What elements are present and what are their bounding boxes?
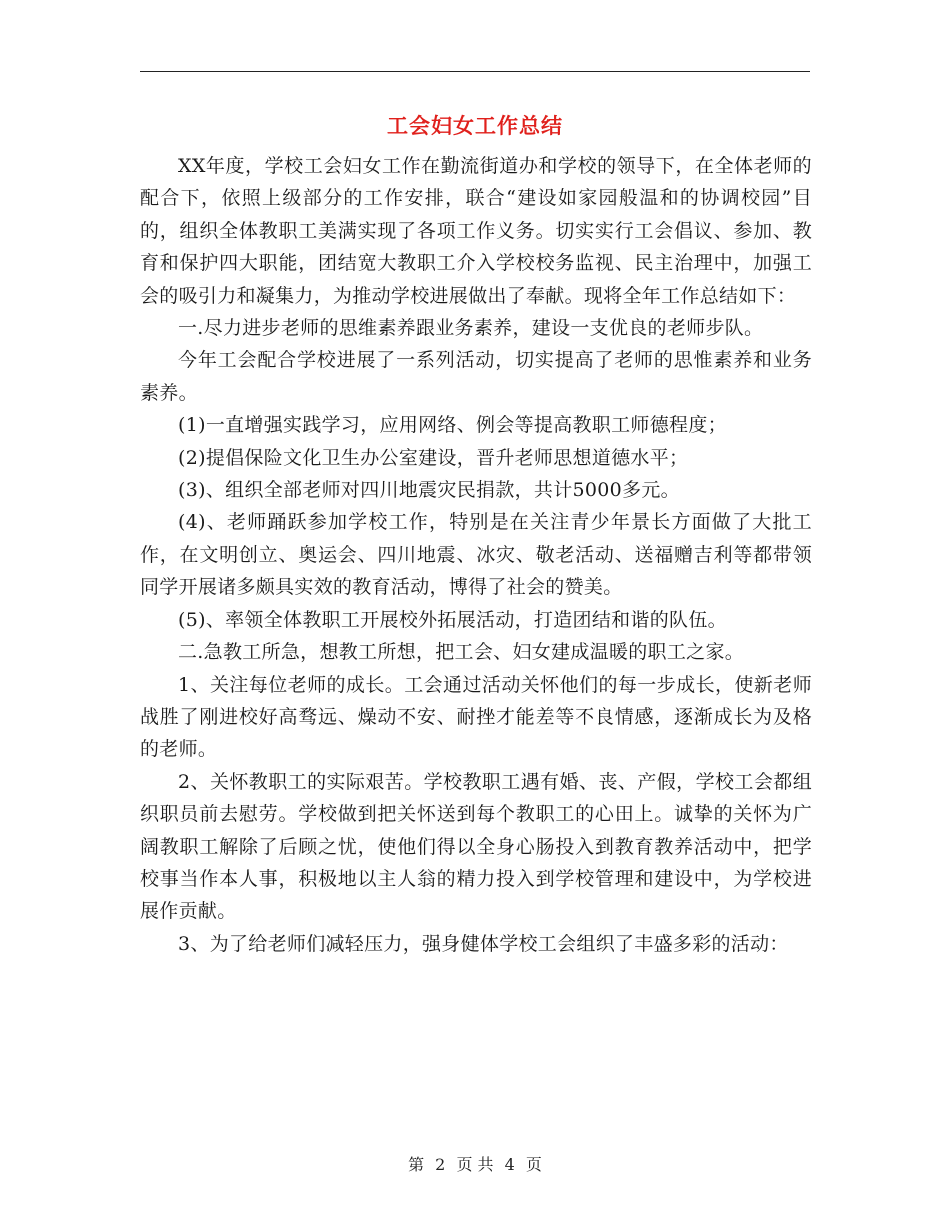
paragraph: 今年工会配合学校进展了一系列活动，切实提高了老师的思惟素养和业务素养。 (140, 349, 812, 404)
document-body (140, 150, 812, 960)
header-rule (140, 71, 810, 72)
section-heading-2: 二.急教工所急，想教工所想，把工会、妇女建成温暖的职工之家。 (178, 641, 745, 664)
list-item: (1)一直增强实践学习，应用网络、例会等提高教职工师德程度； (178, 414, 727, 437)
paragraph-intro: XX年度，学校工会妇女工作在勤流街道办和学校的领导下，在全体老师的配合下，依照上级部分的工作安排，联合“建设如家园般温和的协调校园”目的，组织全体教职工美满实现了各项工作义务。切实实行工会倡议、参加、教育和保护四大职能，团结宽大教职工介入学校校务监视、民主治理中，加强工会的吸引力和凝集力，为推动学校进展做出了奉献。现将全年工作总结如下： (140, 155, 812, 307)
footer-middle: 页 共 (456, 1155, 494, 1174)
document-title: 工会妇女工作总结 (387, 113, 563, 138)
list-item: (4)、老师踊跃参加学校工作，特别是在关注青少年景长方面做了大批工作，在文明创立、奥运会、四川地震、冰灾、敬老活动、送福赠吉利等都带领同学开展诸多颇具实效的教育活动，博得了社会的赞美。 (140, 511, 812, 599)
list-item: (2)提倡保险文化卫生办公室建设，晋升老师思想道德水平； (178, 446, 689, 469)
footer-prefix: 第 (408, 1155, 425, 1174)
footer-suffix: 页 (525, 1155, 542, 1174)
page-number: 2 (435, 1155, 446, 1174)
list-item: (5)、率领全体教职工开展校外拓展活动，打造团结和谐的队伍。 (178, 608, 727, 631)
list-item: (3)、组织全部老师对四川地震灾民捐款，共计5000多元。 (178, 479, 680, 502)
paragraph: 2、关怀教职工的实际艰苦。学校教职工遇有婚、丧、产假，学校工会都组织职员前去慰劳。学校做到把关怀送到每个教职工的心田上。诚挚的关怀为广阔教职工解除了后顾之忧，使他们得以全身心肠投入到教育教养活动中，把学校事当作本人事，积极地以主人翁的精力投入到学校管理和建设中，为学校进展作贡献。 (140, 770, 812, 923)
page-total: 4 (504, 1155, 515, 1174)
paragraph: 1、关注每位老师的成长。工会通过活动关怀他们的每一步成长，使新老师战胜了刚进校好高骛远、燥动不安、耐挫才能差等不良情感，逐渐成长为及格的老师。 (140, 673, 812, 761)
page-footer (0, 1154, 950, 1176)
section-heading-1: 一.尽力进步老师的思维素养跟业务素养，建设一支优良的老师步队。 (178, 317, 764, 340)
paragraph: 3、为了给老师们减轻压力，强身健体学校工会组织了丰盛多彩的活动： (178, 932, 789, 955)
